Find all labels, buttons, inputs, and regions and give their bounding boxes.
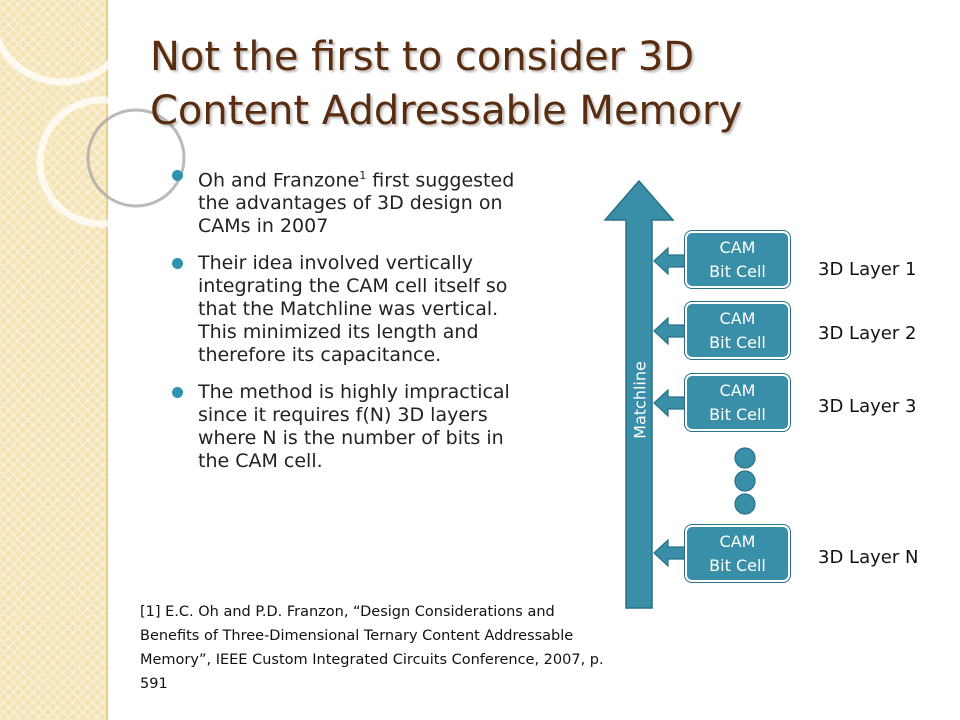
- title-line-1: Not the first to consider 3D: [150, 34, 695, 80]
- layer-label-n: 3D Layer N: [818, 547, 919, 568]
- bullet-item: [172, 252, 532, 367]
- bullet-text: The method is highly impractical since it requires f(N) 3D layers where N is the number of bits in the CAM cell.: [198, 381, 510, 473]
- bullet-item: [172, 381, 532, 473]
- reference-citation: [1] E.C. Oh and P.D. Franzon, “Design Considerations and Benefits of Three-Dimensional Ternary Content Addressable Memory”, IEEE Custom Integrated Circuits Conference, 2007, p. 591: [140, 604, 604, 692]
- cell-label-line2: Bit Cell: [709, 332, 766, 352]
- ellipsis-dots: [730, 445, 760, 517]
- bullet-dot-icon: [172, 258, 183, 269]
- connector-arrow-1: [654, 248, 686, 274]
- ellipsis-dot: [735, 494, 755, 514]
- layer-label-2: 3D Layer 2: [818, 323, 917, 344]
- cell-label-line1: CAM: [719, 380, 756, 400]
- cell-label-line2: Bit Cell: [709, 555, 766, 575]
- slide-title: [150, 30, 930, 138]
- layer-label-1: 3D Layer 1: [818, 259, 917, 280]
- cell-label-line2: Bit Cell: [709, 404, 766, 424]
- layer-label-3: 3D Layer 3: [818, 396, 917, 417]
- cell-label-line2: Bit Cell: [709, 261, 766, 281]
- cam-bit-cell-n: [685, 525, 790, 582]
- cam-bit-cell-1: [685, 231, 790, 288]
- bullet-item: [172, 164, 532, 238]
- ellipsis-dot: [735, 471, 755, 491]
- bullet-text: Oh and Franzone: [198, 169, 360, 192]
- title-line-2: Content Addressable Memory: [150, 88, 743, 134]
- cam-bit-cell-2: [685, 302, 790, 359]
- bullet-list: [172, 164, 532, 487]
- ellipsis-dot: [735, 448, 755, 468]
- cell-label-line1: CAM: [719, 308, 756, 328]
- bullet-text: Their idea involved vertically integrating the CAM cell itself so that the Matchline was vertical. This minimized its length and therefore its capacitance.: [198, 252, 508, 367]
- connector-arrow-3: [654, 390, 686, 416]
- bullet-dot-icon: [172, 387, 183, 398]
- bullet-dot-icon: [172, 170, 183, 181]
- connector-arrow-2: [654, 318, 686, 344]
- citation-superscript: 1: [359, 169, 367, 182]
- cell-label-line1: CAM: [719, 237, 756, 257]
- cell-label-line1: CAM: [719, 531, 756, 551]
- connector-arrow-4: [654, 540, 686, 566]
- matchline-label: Matchline: [630, 361, 650, 439]
- cam-bit-cell-3: [685, 374, 790, 431]
- bullet-text: first suggested the advantages of 3D design on CAMs in 2007: [198, 169, 515, 238]
